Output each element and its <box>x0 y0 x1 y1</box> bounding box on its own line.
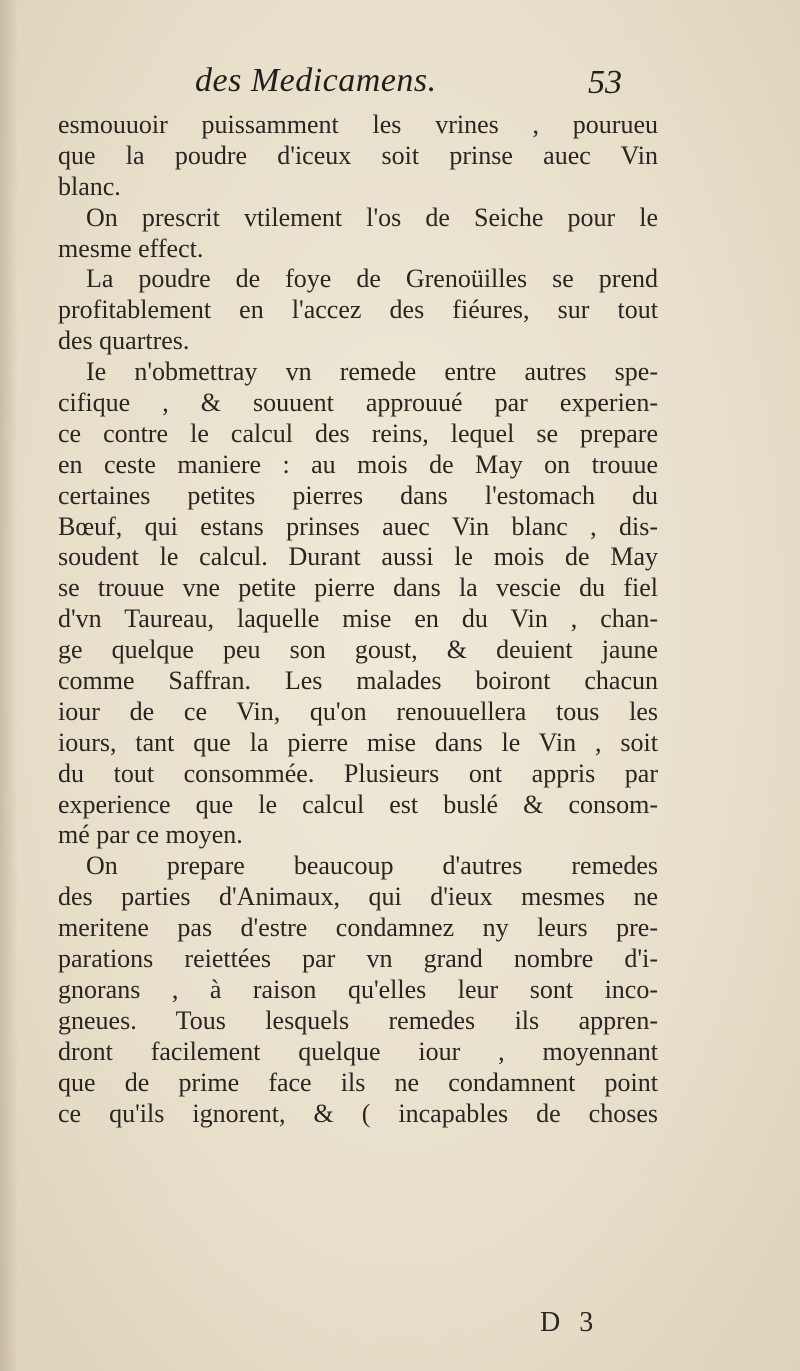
text-line: se trouue vne petite pierre dans la vescie du fiel <box>58 573 658 603</box>
text-line: mesme effect. <box>58 233 204 263</box>
text-line: On prepare beaucoup d'autres remedes <box>86 851 658 881</box>
text-line: Ie n'obmettray vn remede entre autres spe- <box>86 357 658 387</box>
text-line: esmouuoir puissamment les vrines , pourueu <box>58 110 658 139</box>
text-line: des quartres. <box>58 326 190 356</box>
text-line: gneues. Tous lesquels remedes ils appren- <box>58 1005 658 1035</box>
text-line: profitablement en l'accez des fiéures, sur tout <box>58 295 658 325</box>
text-line: soudent le calcul. Durant aussi le mois de May <box>58 542 658 572</box>
running-title: des Medicamens. <box>195 62 437 99</box>
text-line: des parties d'Animaux, qui d'ieux mesmes ne <box>58 882 658 912</box>
text-line: gnorans , à raison qu'elles leur sont inco- <box>58 974 658 1004</box>
text-line: cifique , & souuent approuué par experien- <box>58 388 658 418</box>
text-line: que la poudre d'iceux soit prinse auec Vin <box>58 140 658 170</box>
text-line: iour de ce Vin, qu'on renouuellera tous les <box>58 696 658 726</box>
text-line: ge quelque peu son goust, & deuient jaune <box>58 635 658 665</box>
page-number: 53 <box>588 64 622 101</box>
text-line: que de prime face ils ne condamnent point <box>58 1067 658 1097</box>
text-line: en ceste maniere : au mois de May on trouue <box>58 449 658 479</box>
body-text <box>58 110 658 1129</box>
text-line: meritene pas d'estre condamnez ny leurs pre- <box>58 913 658 943</box>
text-line: ce qu'ils ignorent, & ( incapables de choses <box>58 1098 658 1128</box>
page-header <box>0 62 800 108</box>
text-line: d'vn Taureau, laquelle mise en du Vin , chan- <box>58 604 658 634</box>
text-line: ce contre le calcul des reins, lequel se prepare <box>58 418 658 448</box>
text-line: comme Saffran. Les malades boiront chacun <box>58 666 658 696</box>
text-line: parations reiettées par vn grand nombre d'i- <box>58 944 658 974</box>
page-edge-shadow <box>0 0 18 1371</box>
text-line: iours, tant que la pierre mise dans le Vin , soit <box>58 727 658 757</box>
text-line: experience que le calcul est buslé & consom- <box>58 789 658 819</box>
text-line: du tout consommée. Plusieurs ont appris par <box>58 758 658 788</box>
text-line: Bœuf, qui estans prinses auec Vin blanc , dis- <box>58 511 658 541</box>
text-line: blanc. <box>58 171 121 201</box>
text-line: La poudre de foye de Grenoüilles se prend <box>86 264 658 294</box>
text-line: certaines petites pierres dans l'estomach du <box>58 480 658 510</box>
signature-mark: D 3 <box>540 1307 600 1338</box>
text-line: dront facilement quelque iour , moyennant <box>58 1036 658 1066</box>
text-line: mé par ce moyen. <box>58 820 243 850</box>
text-line: On prescrit vtilement l'os de Seiche pour le <box>86 202 658 232</box>
